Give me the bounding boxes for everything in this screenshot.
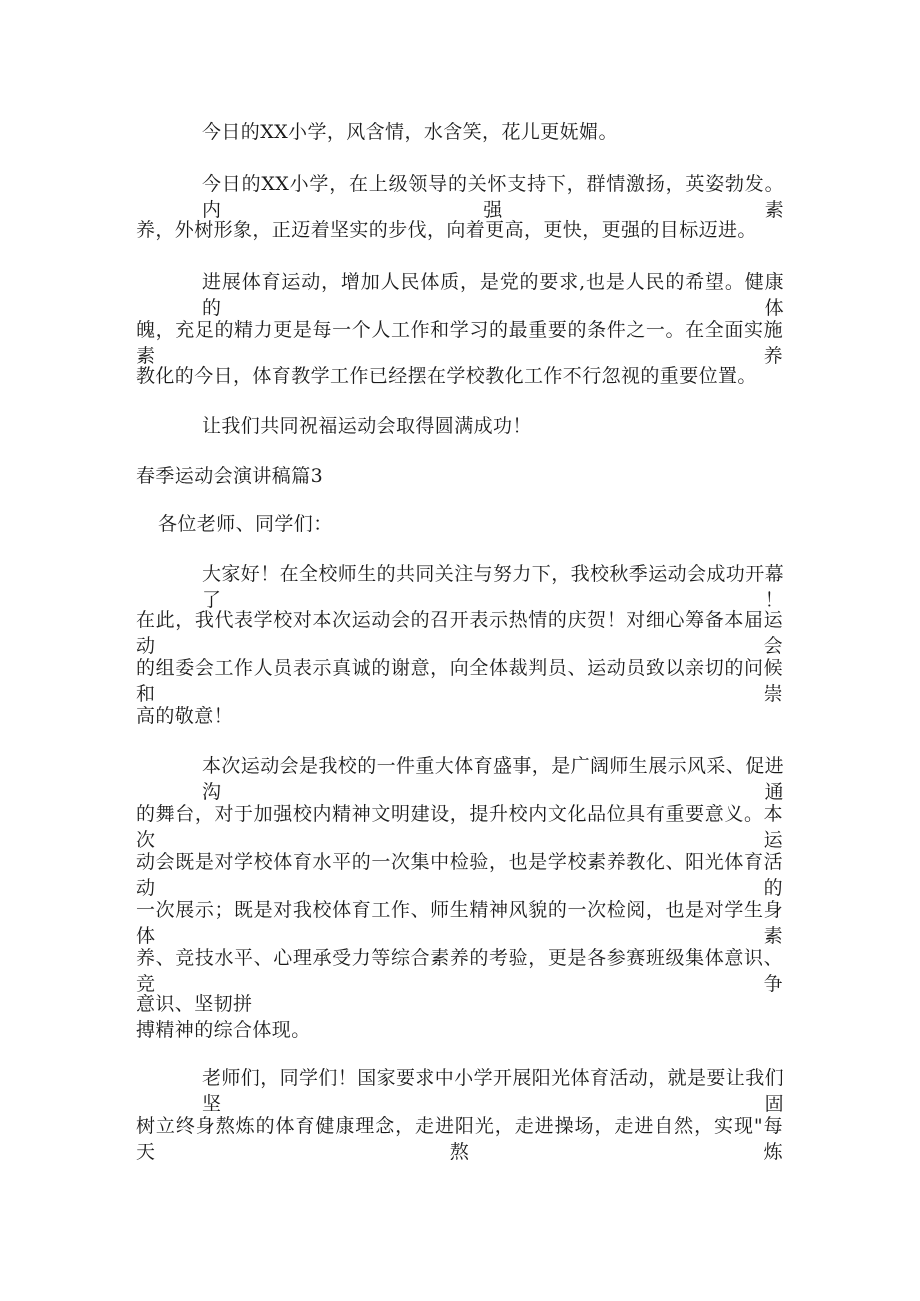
text-line: 的组委会工作人员表示真诚的谢意，向全体裁判员、运动员致以亲切的问候和崇: [136, 657, 783, 705]
text-line: 搏精神的综合体现。: [136, 1019, 311, 1041]
salutation: 各位老师、同学们：: [158, 513, 333, 535]
text-line: 本次运动会是我校的一件重大体育盛事，是广阔师生展示风采、促进沟通: [202, 755, 785, 803]
text-line: 让我们共同祝福运动会取得圆满成功！: [202, 415, 532, 437]
text-line: 养，外树形象，正迈着坚实的步伐，向着更高，更快，更强的目标迈进。: [136, 219, 757, 241]
text-line: 的舞台，对于加强校内精神文明建设，提升校内文化品位具有重要意义。本次运: [136, 803, 783, 851]
text-line: 今日的XX小学，风含情，水含笑，花儿更妩媚。: [202, 121, 618, 143]
text-line: 树立终身熬炼的体育健康理念，走进阳光，走进操场，走进自然，实现"每天熬炼: [136, 1115, 783, 1163]
text-line: 大家好！在全校师生的共同关注与努力下，我校秋季运动会成功开幕了！: [202, 563, 785, 611]
text-line: 今日的XX小学，在上级领导的关怀支持下，群情激扬，英姿勃发。内强素: [202, 173, 784, 221]
text-line: 教化的今日，体育教学工作已经摆在学校教化工作不行忽视的重要位置。: [136, 365, 757, 387]
text-line: 意识、坚韧拼: [136, 993, 253, 1015]
text-line: 养、竞技水平、心理承受力等综合素养的考验，更是各参赛班级集体意识、竞争: [136, 947, 783, 995]
text-line: 魄，充足的精力更是每一个人工作和学习的最重要的条件之一。在全面实施素养: [136, 319, 783, 367]
text-line: 高的敬意！: [136, 705, 234, 727]
text-line: 动会既是对学校体育水平的一次集中检验，也是学校素养教化、阳光体育活动的: [136, 851, 783, 899]
text-line: 在此，我代表学校对本次运动会的召开表示热情的庆贺！对细心筹备本届运动会: [136, 609, 783, 657]
text-line: 老师们，同学们！国家要求中小学开展阳光体育活动，就是要让我们坚固: [202, 1067, 785, 1115]
text-line: 进展体育运动，增加人民体质，是党的要求,也是人民的希望。健康的体: [202, 271, 784, 319]
section-heading: 春季运动会演讲稿篇3: [136, 465, 324, 487]
text-line: 一次展示；既是对我校体育工作、师生精神风貌的一次检阅，也是对学生身体素: [136, 899, 783, 947]
